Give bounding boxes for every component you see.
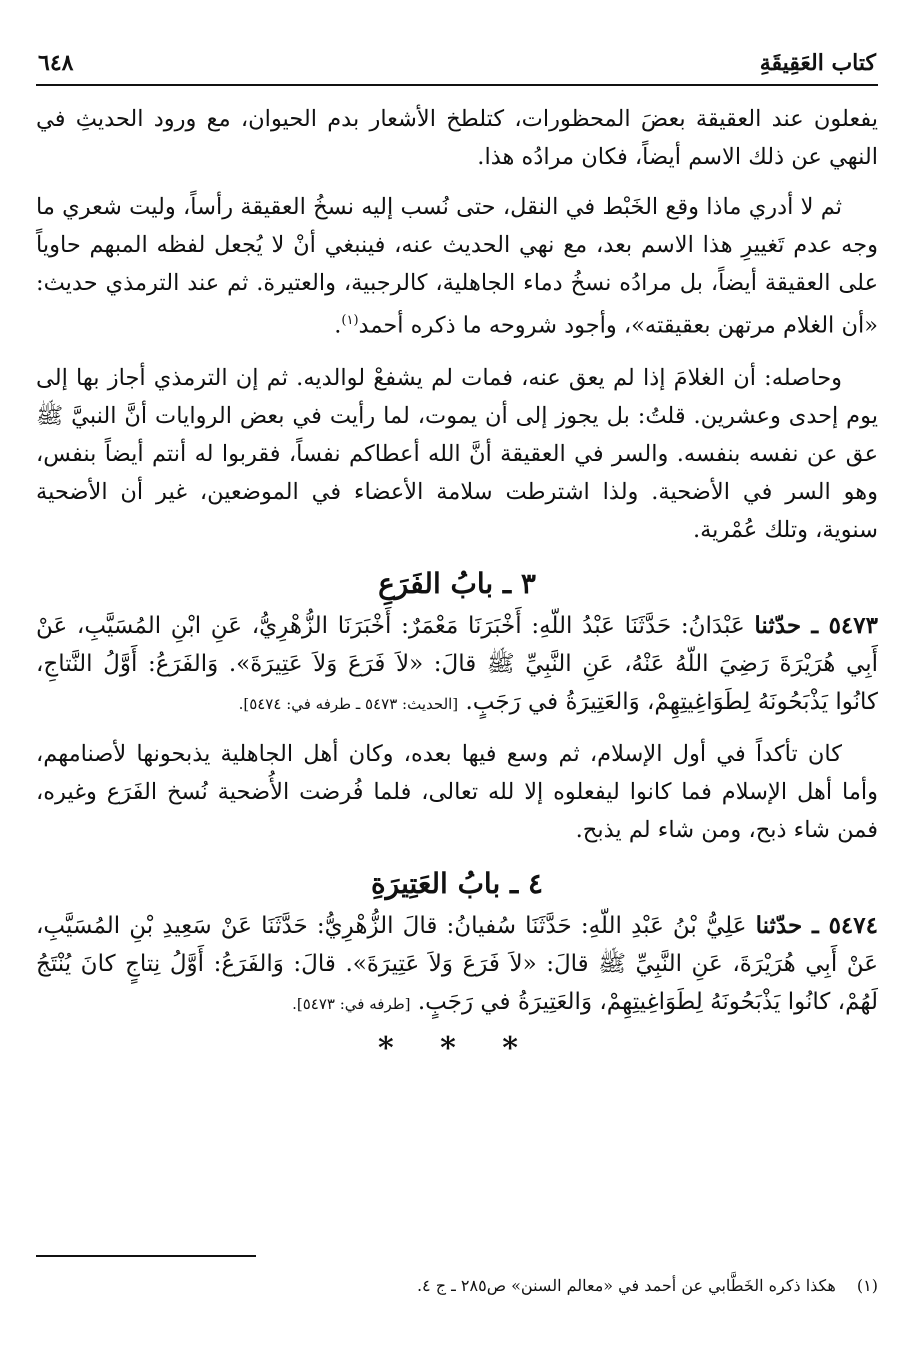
footnote-text: هكذا ذكره الخَطَّابي عن أحمد في «معالم السنن» ص٢٨٥ ـ ج ٤. bbox=[416, 1276, 836, 1295]
footnote-area bbox=[36, 0, 878, 1358]
paragraph-2-end: . bbox=[334, 312, 342, 339]
page-number: ٦٤٨ bbox=[38, 50, 74, 76]
chapter-heading-fará: ٣ ـ بابُ الفَرَعِ bbox=[378, 566, 536, 600]
hadith-reference: [الحديث: ٥٤٧٣ ـ طرفه في: ٥٤٧٤]. bbox=[238, 694, 459, 713]
chapter-heading-atira: ٤ ـ بابُ العَتِيرَةِ bbox=[370, 866, 543, 900]
hadith-number: ٥٤٧٣ ـ حدّثنا bbox=[754, 611, 878, 639]
book-title: كتاب العَقِيقَةِ bbox=[759, 50, 876, 76]
footnote-marker: (١) bbox=[856, 1276, 878, 1295]
paragraph-1: يفعلون عند العقيقة بعضَ المحظورات، كتلطخ الأشعار بدم الحيوان، مع ورود الحديثِ في النهي عن ذلك الاسم أيضاً، فكان مرادُه هذا. bbox=[36, 106, 878, 170]
footnote bbox=[36, 1274, 878, 1298]
hadith-text: عَلِيُّ بْنُ عَبْدِ اللّهِ: حَدَّثَنَا سُفيانُ: قالَ الزُّهْرِيُّ: حَدَّثَنَا عَنْ سَعِيدِ بْنِ المُسَيَّبِ، عَنْ أَبِي هُرَيْرَةَ، عَنِ النَّبِيِّ ﷺ قالَ: «لاَ فَرَعَ وَلاَ عَتِيرَةَ». قالَ: وَالفَرَعُ: أَوَّلُ نِتاجٍ كانَ يُنْتَجُ لَهُمْ، كانُوا يَذْبَحُونَهُ لِطَوَاغِيتِهِمْ، وَالعَتِيرَةُ في رَجَبٍ. bbox=[36, 912, 878, 1015]
footnote-rule bbox=[36, 1255, 256, 1257]
hadith-reference: [طرفه في: ٥٤٧٣]. bbox=[292, 994, 411, 1013]
paragraph-2-text: ثم لا أدري ماذا وقع الخَبْط في النقل، حتى نُسب إليه نسخُ العقيقة رأساً، وليت شعري ما وجه عدم تَغييرِ هذا الاسم بعد، مع نهي الحديث عنه، فينبغي أنْ لا يُجعل لفظه المبهم حاوياً على العقيقة أيضاً، بل مرادُه نسخُ دماء الجاهلية، كالرجبية، والعتيرة. ثم عند الترمذي حديث: «أن الغلام مرتهن بعقيقته»، وأجود شروحه ما ذكره أحمد bbox=[36, 194, 878, 339]
paragraph-3: وحاصله: أن الغلامَ إذا لم يعق عنه، فمات لم يشفعْ لوالديه. ثم إن الترمذي أجاز بها إلى يوم إحدى وعشرين. قلتُ: بل يجوز إلى أن يموت، لما رأيت في بعض الروايات أنَّ النبيَّ ﷺ عق عن نفسه بنفسه. والسر في العقيقة أنَّ الله أعطاكم نفساً، فقربوا له أنتم أيضاً بنفس، وهو السر في الأضحية. ولذا اشترطت سلامة الأعضاء في الموضعين، غير أن الأضحية سنوية، وتلك عُمْرية. bbox=[36, 364, 878, 543]
footnote-reference: (١) bbox=[341, 313, 359, 328]
hadith-text: عَبْدَانُ: حَدَّثَنَا عَبْدُ اللّهِ: أَخْبَرَنَا مَعْمَرٌ: أَخْبَرَنَا الزُّهْرِيُّ، عَنِ ابْنِ المُسَيَّبِ، عَنْ أَبِي هُرَيْرَةَ رَضِيَ اللّهُ عَنْهُ، عَنِ النَّبِيِّ ﷺ قالَ: «لاَ فَرَعَ وَلاَ عَتِيرَةَ». وَالفَرَعُ: أَوَّلُ النَّتاجِ، كانُوا يَذْبَحُونَهُ لِطَوَاغِيتِهِمْ، وَالعَتِيرَةُ في رَجَبٍ. bbox=[36, 612, 878, 715]
hadith-number: ٥٤٧٤ ـ حدّثنا bbox=[755, 911, 878, 939]
commentary-paragraph: كان تأكداً في أول الإسلام، ثم وسع فيها بعده، وكان أهل الجاهلية يذبحونها لأصنامهم، وأما أهل الإسلام فما كانوا ليفعلوه إلا لله تعالى، فلما فُرضت الأُضحية نُسخ الفَرَع وغيره، فمن شاء ذبح، ومن شاء لم يذبح. bbox=[36, 740, 878, 843]
section-separator: * * * bbox=[378, 1030, 536, 1066]
